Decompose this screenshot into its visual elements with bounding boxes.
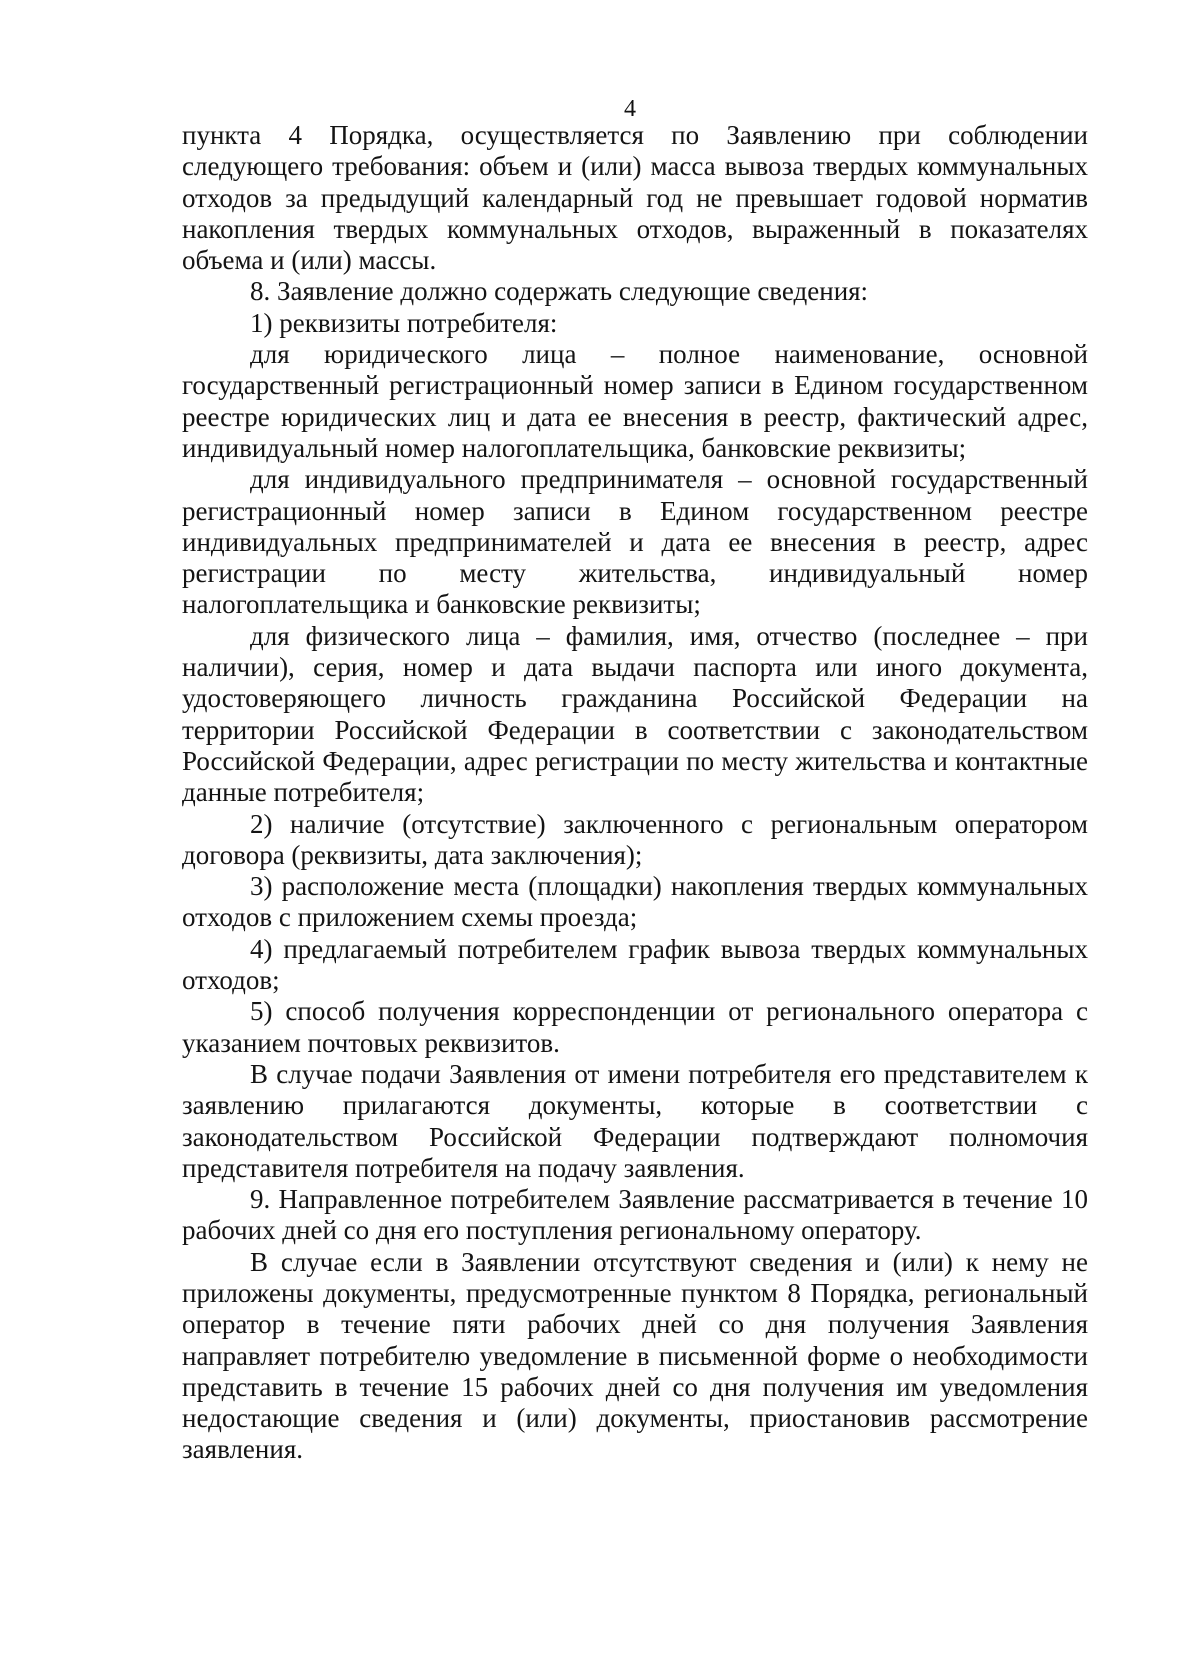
paragraph-continuation: пункта 4 Порядка, осуществляется по Заявлению при соблюдении следующего требования: объем и (или) масса вывоза твердых коммунальных отходов за предыдущий календарный год не превышает годовой норматив накопления твердых коммунальных отходов, выраженный в показателях объема и (или) массы. [182,120,1088,276]
paragraph-subitem-5: 5) способ получения корреспонденции от регионального оператора с указанием почтовых реквизитов. [182,996,1088,1058]
paragraph-item-8-heading: 8. Заявление должно содержать следующие сведения: [250,276,869,307]
paragraph-legal-entity: для юридического лица – полное наименование, основной государственный регистрационный номер записи в Едином государственном реестре юридических лиц и дата ее внесения в реестр, фактический адрес, индивидуальный номер налогоплательщика, банковские реквизиты; [182,339,1088,463]
paragraph-individual-entrepreneur: для индивидуального предпринимателя – основной государственный регистрационный номер записи в Едином государственном реестре индивидуальных предпринимателей и дата ее внесения в реестр, адрес регистрации по месту жительства, индивидуальный номер налогоплательщика и банковские реквизиты; [182,464,1088,620]
paragraph-natural-person: для физического лица – фамилия, имя, отчество (последнее – при наличии), серия, номер и дата выдачи паспорта или иного документа, удостоверяющего личность гражданина Российской Федерации на территории Российской Федерации в соответствии с законодательством Российской Федерации, адрес регистрации по месту жительства и контактные данные потребителя; [182,620,1088,808]
document-body [182,120,1088,1466]
paragraph-subitem-3: 3) расположение места (площадки) накопления твердых коммунальных отходов с приложением схемы проезда; [182,871,1088,933]
page-number: 4 [624,96,636,122]
paragraph-subitem-1: 1) реквизиты потребителя: [250,307,558,338]
paragraph-missing-information: В случае если в Заявлении отсутствуют сведения и (или) к нему не приложены документы, предусмотренные пунктом 8 Порядка, региональный оператор в течение пяти рабочих дней со дня получения Заявления направляет потребителю уведомление в письменной форме о необходимости представить в течение 15 рабочих дней со дня получения им уведомления недостающие сведения и (или) документы, приостановив рассмотрение заявления. [182,1246,1088,1465]
paragraph-subitem-2: 2) наличие (отсутствие) заключенного с региональным оператором договора (реквизиты, дата заключения); [182,808,1088,870]
paragraph-representative: В случае подачи Заявления от имени потребителя его представителем к заявлению прилагаются документы, которые в соответствии с законодательством Российской Федерации подтверждают полномочия представителя потребителя на подачу заявления. [182,1058,1088,1183]
paragraph-item-9: 9. Направленное потребителем Заявление рассматривается в течение 10 рабочих дней со дня его поступления региональному оператору. [182,1184,1088,1246]
paragraph-subitem-4: 4) предлагаемый потребителем график вывоза твердых коммунальных отходов; [182,933,1088,996]
